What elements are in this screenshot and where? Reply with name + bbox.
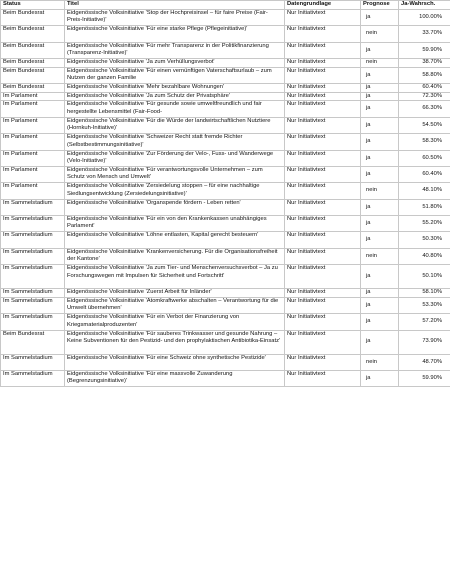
cell-titel[interactable]: Eidgenössische Volksinitiative 'Krankenversicherung. Für die Organisationsfreiheit der Kantone' bbox=[65, 248, 285, 264]
cell-status[interactable]: Im Sammelstadium bbox=[1, 289, 65, 298]
cell-status[interactable]: Im Parlament bbox=[1, 134, 65, 150]
cell-ja-wahrscheinlichkeit[interactable]: 53.30% bbox=[399, 297, 450, 313]
cell-titel[interactable]: Eidgenössische Volksinitiative 'Organspende fördern - Leben retten' bbox=[65, 199, 285, 215]
cell-titel[interactable]: Eidgenössische Volksinitiative 'Zersiedelung stoppen – für eine nachhaltige Siedlungsentwicklung (Zersiedelungsinitiative)' bbox=[65, 183, 285, 199]
cell-titel[interactable]: Eidgenössische Volksinitiative 'Für eine starke Pflege (Pflegeinitiative)' bbox=[65, 26, 285, 42]
cell-status[interactable]: Im Sammelstadium bbox=[1, 232, 65, 248]
cell-datengrundlage[interactable]: Nur Initiativtext bbox=[285, 330, 361, 354]
table-row bbox=[1, 183, 450, 199]
cell-ja-wahrscheinlichkeit[interactable]: 66.30% bbox=[399, 101, 450, 117]
cell-ja-wahrscheinlichkeit[interactable]: 60.40% bbox=[399, 84, 450, 93]
table-row bbox=[1, 150, 450, 166]
table-row bbox=[1, 117, 450, 133]
table-row bbox=[1, 134, 450, 150]
cell-datengrundlage[interactable]: Nur Initiativtext bbox=[285, 265, 361, 289]
cell-status[interactable]: Beim Bundesrat bbox=[1, 84, 65, 93]
table-row bbox=[1, 371, 450, 387]
cell-prognose[interactable]: ja bbox=[361, 314, 399, 330]
cell-prognose[interactable]: ja bbox=[361, 150, 399, 166]
cell-prognose[interactable]: ja bbox=[361, 67, 399, 83]
cell-status[interactable]: Im Sammelstadium bbox=[1, 199, 65, 215]
table-row bbox=[1, 265, 450, 289]
cell-ja-wahrscheinlichkeit[interactable]: 50.30% bbox=[399, 232, 450, 248]
cell-prognose[interactable]: ja bbox=[361, 166, 399, 182]
cell-ja-wahrscheinlichkeit[interactable]: 60.40% bbox=[399, 166, 450, 182]
table-row bbox=[1, 232, 450, 248]
cell-datengrundlage[interactable]: Nur Initiativtext bbox=[285, 297, 361, 313]
table-row bbox=[1, 330, 450, 354]
cell-status[interactable]: Beim Bundesrat bbox=[1, 330, 65, 354]
cell-ja-wahrscheinlichkeit[interactable]: 48.70% bbox=[399, 354, 450, 370]
cell-ja-wahrscheinlichkeit[interactable]: 73.90% bbox=[399, 330, 450, 354]
cell-status[interactable]: Im Sammelstadium bbox=[1, 297, 65, 313]
cell-prognose[interactable]: nein bbox=[361, 183, 399, 199]
cell-titel[interactable]: Eidgenössische Volksinitiative 'Für einen vernünftigen Vaterschaftsurlaub – zum Nutzen der ganzen Familie bbox=[65, 67, 285, 83]
cell-titel[interactable]: Eidgenössische Volksinitiative 'Zur Förderung der Velo-, Fuss- und Wanderwege (Velo-Initiative)' bbox=[65, 150, 285, 166]
cell-status[interactable]: Im Sammelstadium bbox=[1, 371, 65, 387]
cell-titel[interactable]: Eidgenössische Volksinitiative 'Für die Würde der landwirtschaftlichen Nutztiere (Hornkuh-Initiative)' bbox=[65, 117, 285, 133]
cell-status[interactable]: Beim Bundesrat bbox=[1, 67, 65, 83]
cell-ja-wahrscheinlichkeit[interactable]: 58.10% bbox=[399, 289, 450, 298]
cell-ja-wahrscheinlichkeit[interactable]: 50.10% bbox=[399, 265, 450, 289]
cell-datengrundlage[interactable]: Nur Initiativtext bbox=[285, 10, 361, 26]
cell-datengrundlage[interactable]: Nur Initiativtext bbox=[285, 199, 361, 215]
cell-titel[interactable]: Eidgenössische Volksinitiative 'Für mehr Transparenz in der Politikfinanzierung (Transparenz-Initiative)' bbox=[65, 42, 285, 58]
cell-ja-wahrscheinlichkeit[interactable]: 55.20% bbox=[399, 216, 450, 232]
cell-prognose[interactable]: ja bbox=[361, 117, 399, 133]
cell-prognose[interactable]: ja bbox=[361, 92, 399, 101]
cell-datengrundlage[interactable]: Nur Initiativtext bbox=[285, 26, 361, 42]
cell-titel[interactable]: Eidgenössische Volksinitiative 'Ja zum Tier- und Menschenversuchsverbot – Ja zu Forschungswegen mit Impulsen für Sicherheit und Fortschritt' bbox=[65, 265, 285, 289]
cell-titel[interactable]: Eidgenössische Volksinitiative 'Löhne entlasten, Kapital gerecht besteuern' bbox=[65, 232, 285, 248]
cell-titel[interactable]: Eidgenössische Volksinitiative 'Mehr bezahlbare Wohnungen' bbox=[65, 84, 285, 93]
cell-ja-wahrscheinlichkeit[interactable]: 33.70% bbox=[399, 26, 450, 42]
cell-datengrundlage[interactable]: Nur Initiativtext bbox=[285, 371, 361, 387]
table-row bbox=[1, 199, 450, 215]
cell-prognose[interactable]: ja bbox=[361, 265, 399, 289]
cell-datengrundlage[interactable]: Nur Initiativtext bbox=[285, 289, 361, 298]
cell-datengrundlage[interactable]: Nur Initiativtext bbox=[285, 84, 361, 93]
table-row bbox=[1, 297, 450, 313]
header-status[interactable]: Status bbox=[1, 1, 65, 10]
cell-titel[interactable]: Eidgenössische Volksinitiative 'Für eine Schweiz ohne synthetische Pestizide' bbox=[65, 354, 285, 370]
cell-ja-wahrscheinlichkeit[interactable]: 48.10% bbox=[399, 183, 450, 199]
cell-datengrundlage[interactable]: Nur Initiativtext bbox=[285, 92, 361, 101]
cell-ja-wahrscheinlichkeit[interactable]: 58.30% bbox=[399, 134, 450, 150]
cell-status[interactable]: Im Parlament bbox=[1, 92, 65, 101]
cell-datengrundlage[interactable]: Nur Initiativtext bbox=[285, 117, 361, 133]
cell-prognose[interactable]: ja bbox=[361, 42, 399, 58]
table-row bbox=[1, 216, 450, 232]
cell-prognose[interactable]: ja bbox=[361, 134, 399, 150]
cell-titel[interactable]: Eidgenössische Volksinitiative 'Für ein Verbot der Finanzierung von Kriegsmaterialproduzenten' bbox=[65, 314, 285, 330]
cell-ja-wahrscheinlichkeit[interactable]: 51.80% bbox=[399, 199, 450, 215]
cell-prognose[interactable]: nein bbox=[361, 59, 399, 68]
header-titel[interactable]: Titel bbox=[65, 1, 285, 10]
table-row bbox=[1, 101, 450, 117]
cell-titel[interactable]: Eidgenössische Volksinitiative 'Atomkraftwerke abschalten – Verantwortung für die Umwelt übernehmen' bbox=[65, 297, 285, 313]
cell-status[interactable]: Beim Bundesrat bbox=[1, 10, 65, 26]
cell-ja-wahrscheinlichkeit[interactable]: 59.90% bbox=[399, 42, 450, 58]
cell-ja-wahrscheinlichkeit[interactable]: 38.70% bbox=[399, 59, 450, 68]
cell-datengrundlage[interactable]: Nur Initiativtext bbox=[285, 42, 361, 58]
cell-status[interactable]: Im Parlament bbox=[1, 117, 65, 133]
cell-datengrundlage[interactable]: Nur Initiativtext bbox=[285, 150, 361, 166]
cell-status[interactable]: Im Parlament bbox=[1, 166, 65, 182]
cell-status[interactable]: Im Sammelstadium bbox=[1, 248, 65, 264]
cell-titel[interactable]: Eidgenössische Volksinitiative 'Schweizer Recht statt fremde Richter (Selbstbestimmungsinitiative)' bbox=[65, 134, 285, 150]
cell-status[interactable]: Beim Bundesrat bbox=[1, 42, 65, 58]
header-row bbox=[1, 1, 450, 10]
table-row bbox=[1, 92, 450, 101]
cell-prognose[interactable]: nein bbox=[361, 354, 399, 370]
header-prognose[interactable]: Prognose bbox=[361, 1, 399, 10]
table-row bbox=[1, 166, 450, 182]
cell-datengrundlage[interactable]: Nur Initiativtext bbox=[285, 354, 361, 370]
cell-ja-wahrscheinlichkeit[interactable]: 57.20% bbox=[399, 314, 450, 330]
cell-prognose[interactable]: ja bbox=[361, 289, 399, 298]
cell-datengrundlage[interactable]: Nur Initiativtext bbox=[285, 67, 361, 83]
cell-titel[interactable]: Eidgenössische Volksinitiative 'Zuerst Arbeit für Inländer' bbox=[65, 289, 285, 298]
header-ja-wahrscheinlichkeit[interactable]: Ja-Wahrsch. bbox=[399, 1, 450, 10]
cell-ja-wahrscheinlichkeit[interactable]: 100.00% bbox=[399, 10, 450, 26]
cell-prognose[interactable]: ja bbox=[361, 101, 399, 117]
cell-datengrundlage[interactable]: Nur Initiativtext bbox=[285, 183, 361, 199]
cell-status[interactable]: Im Parlament bbox=[1, 150, 65, 166]
cell-prognose[interactable]: nein bbox=[361, 26, 399, 42]
cell-datengrundlage[interactable]: Nur Initiativtext bbox=[285, 232, 361, 248]
cell-status[interactable]: Im Sammelstadium bbox=[1, 216, 65, 232]
table-row bbox=[1, 289, 450, 298]
cell-datengrundlage[interactable]: Nur Initiativtext bbox=[285, 248, 361, 264]
cell-ja-wahrscheinlichkeit[interactable]: 60.50% bbox=[399, 150, 450, 166]
table-row bbox=[1, 10, 450, 26]
cell-prognose[interactable]: ja bbox=[361, 84, 399, 93]
cell-status[interactable]: Im Parlament bbox=[1, 101, 65, 117]
table-row bbox=[1, 67, 450, 83]
cell-datengrundlage[interactable]: Nur Initiativtext bbox=[285, 166, 361, 182]
cell-prognose[interactable]: ja bbox=[361, 330, 399, 354]
cell-prognose[interactable]: nein bbox=[361, 248, 399, 264]
cell-status[interactable]: Im Sammelstadium bbox=[1, 314, 65, 330]
table-row bbox=[1, 354, 450, 370]
cell-titel[interactable]: Eidgenössische Volksinitiative 'Für sauberes Trinkwasser und gesunde Nahrung – Keine Subventionen für den Pestizid- und den prophylaktischen Antibiotika-Einsatz' bbox=[65, 330, 285, 354]
cell-titel[interactable]: Eidgenössische Volksinitiative 'Ja zum Schutz der Privatsphäre' bbox=[65, 92, 285, 101]
table-row bbox=[1, 26, 450, 42]
cell-ja-wahrscheinlichkeit[interactable]: 72.30% bbox=[399, 92, 450, 101]
cell-titel[interactable]: Eidgenössische Volksinitiative 'Für gesunde sowie umweltfreundlich und fair hergestellte Lebensmittel (Fair-Food- bbox=[65, 101, 285, 117]
header-datengrundlage[interactable]: Datengrundlage bbox=[285, 1, 361, 10]
cell-titel[interactable]: Eidgenössische Volksinitiative 'Für verantwortungsvolle Unternehmen – zum Schutz von Mensch und Umwelt' bbox=[65, 166, 285, 182]
table-row bbox=[1, 84, 450, 93]
cell-prognose[interactable]: ja bbox=[361, 216, 399, 232]
cell-datengrundlage[interactable]: Nur Initiativtext bbox=[285, 101, 361, 117]
cell-status[interactable]: Im Parlament bbox=[1, 183, 65, 199]
table-row bbox=[1, 314, 450, 330]
cell-datengrundlage[interactable]: Nur Initiativtext bbox=[285, 216, 361, 232]
cell-ja-wahrscheinlichkeit[interactable]: 40.80% bbox=[399, 248, 450, 264]
cell-datengrundlage[interactable]: Nur Initiativtext bbox=[285, 314, 361, 330]
cell-titel[interactable]: Eidgenössische Volksinitiative 'Für eine massvolle Zuwanderung (Begrenzungsinitiative)' bbox=[65, 371, 285, 387]
cell-status[interactable]: Im Sammelstadium bbox=[1, 265, 65, 289]
cell-ja-wahrscheinlichkeit[interactable]: 59.90% bbox=[399, 371, 450, 387]
cell-status[interactable]: Beim Bundesrat bbox=[1, 26, 65, 42]
cell-prognose[interactable]: ja bbox=[361, 232, 399, 248]
cell-ja-wahrscheinlichkeit[interactable]: 54.50% bbox=[399, 117, 450, 133]
cell-prognose[interactable]: ja bbox=[361, 199, 399, 215]
table-row bbox=[1, 248, 450, 264]
cell-prognose[interactable]: ja bbox=[361, 297, 399, 313]
cell-status[interactable]: Beim Bundesrat bbox=[1, 59, 65, 68]
cell-datengrundlage[interactable]: Nur Initiativtext bbox=[285, 134, 361, 150]
table-row bbox=[1, 59, 450, 68]
cell-prognose[interactable]: ja bbox=[361, 10, 399, 26]
cell-prognose[interactable]: ja bbox=[361, 371, 399, 387]
cell-titel[interactable]: Eidgenössische Volksinitiative 'Stop der Hochpreisinsel – für faire Preise (Fair-Preis-Initiative)' bbox=[65, 10, 285, 26]
cell-ja-wahrscheinlichkeit[interactable]: 58.80% bbox=[399, 67, 450, 83]
cell-status[interactable]: Im Sammelstadium bbox=[1, 354, 65, 370]
cell-datengrundlage[interactable]: Nur Initiativtext bbox=[285, 59, 361, 68]
table-row bbox=[1, 42, 450, 58]
cell-titel[interactable]: Eidgenössische Volksinitiative 'Für ein von den Krankenkassen unabhängiges Parlament' bbox=[65, 216, 285, 232]
cell-titel[interactable]: Eidgenössische Volksinitiative 'Ja zum Verhüllungsverbot' bbox=[65, 59, 285, 68]
